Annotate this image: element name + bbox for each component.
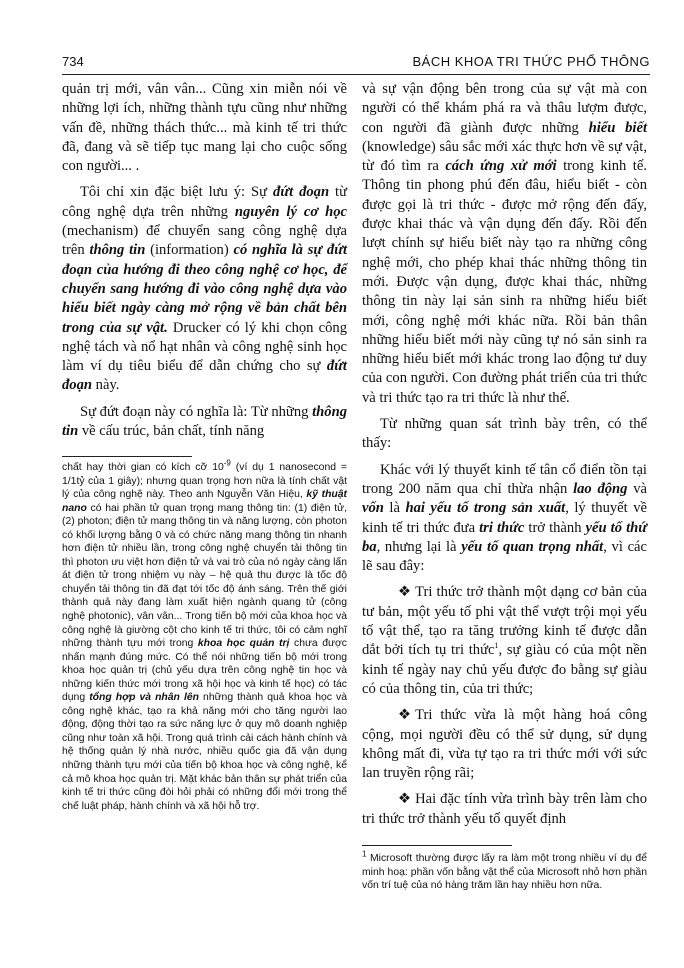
text: , vì các lẽ sau đây: — [362, 538, 647, 575]
bullet-item — [362, 706, 647, 783]
text: Sự đứt đoạn này có nghĩa là: Từ những — [80, 403, 313, 420]
paragraph: Từ những quan sát trình bày trên, có thể thấy: — [362, 416, 647, 452]
emphasis: tri thức — [479, 519, 525, 536]
text: Khác với lý thuyết kinh tế tân cổ điển tồn tại trong 200 năm qua chỉ thừa nhận — [362, 461, 647, 497]
text: là — [383, 500, 406, 517]
text: Tri thức trở thành một dạng cơ bản của tư bản, một yếu tố phi vật thể vượt trội mọi yếu tố vật thể, tạo ra tăng trưởng kinh tế được dẫn dắt bởi tích tụ tri thức — [362, 584, 647, 659]
bullet-icon: ❖ — [398, 707, 412, 724]
page-header — [62, 54, 650, 72]
text: trở thành — [524, 519, 586, 536]
footnote-rule — [362, 845, 512, 846]
text: , lý thuyết về kinh tế tri thức đưa — [362, 500, 647, 536]
text: Tôi chỉ xin đặc biệt lưu ý: Sự — [80, 184, 274, 201]
bullet-icon: ❖ — [398, 584, 412, 601]
emphasis: kỹ thuật nano — [62, 489, 347, 514]
emphasis: yếu tố thứ ba — [362, 519, 647, 555]
right-column — [362, 80, 647, 829]
paragraph — [62, 403, 347, 442]
footnote — [362, 849, 647, 893]
emphasis: lao động — [573, 480, 628, 497]
emphasis: thông tin — [89, 242, 146, 259]
emphasis: khoa học quản trị — [197, 638, 290, 650]
paragraph — [62, 183, 347, 395]
bullet-icon: ❖ — [398, 791, 412, 808]
text: , sự giàu có của một nền kinh tế ngày nay chủ yếu được đo bằng sự giàu có của thông tin, của tri thức; — [362, 642, 647, 697]
text: này. — [92, 377, 120, 394]
text: những thành quả khoa học và công nghệ khác, tạo ra khả năng mới cho tăng người lao động, động thời tạo ra sức năng lực ở quy mô doanh nghiệp cũng như toàn xã hội. Trong quá trình cải cách hành chính và hệ thống quản lý nhà nước, nhiều quốc gia đã vận dụng những thành tựu mới của tiến bộ khoa học và công nghệ, kể cả mô khoa học quản trị. Mặt khác bản thân sự phát triển của kinh tế tri thức cũng đòi hỏi phải có những đổi mới trong thể chế luật pháp, hành chính và xã hội hỗ trợ. — [62, 692, 347, 812]
superscript: -9 — [223, 458, 231, 468]
text: Microsoft thường được lấy ra làm một trong nhiều ví dụ để minh hoạ: phần vốn bằng vật thể của Microsoft nhỏ hơn phần vốn trí tuệ của nó hàng trăm lần hay nhiều hơn nữa. — [362, 853, 647, 892]
text: (mechanism) để chuyển sang công nghệ dựa trên — [62, 223, 347, 259]
left-column — [62, 80, 347, 441]
emphasis: nguyên lý cơ học — [234, 203, 348, 220]
page-number: 734 — [62, 54, 84, 69]
emphasis: cách ứng xử mới — [445, 158, 557, 175]
header-rule — [62, 74, 650, 75]
emphasis: đứt đoạn — [62, 358, 347, 394]
footnote-rule — [62, 456, 192, 457]
footnote-number: 1 — [362, 849, 367, 859]
emphasis: thông tin — [62, 403, 347, 440]
text: từ công nghệ dựa trên những — [62, 184, 347, 220]
text: (information) — [145, 242, 234, 259]
paragraph — [362, 461, 647, 577]
emphasis: có nghĩa là sự đứt đoạn của hướng đi theo công nghệ cơ học, để chuyển sang hướng đi vào công nghệ dựa vào hiểu biết ngày càng mở rộng về bản chất bên trong của sự vật. — [62, 242, 348, 336]
text: có hai phần tử quan trọng mang thông tin: (1) điện tử, (2) photon; điện tử mang thông tin và năng lượng, còn photon có khối lượng bằng 0 và có chức năng mang thông tin nhanh hơn điện tử nhiều lần, trong công nghệ chuyển tải thông tin thì photon ưu việt hơn điện tử và vai trò của nó ngày càng lấn át điện tử trong nhiệm vụ này – hệ quả thu được là tốc độ chuyển tải thông tin đã đạt tới tốc độ ánh sáng. Trên thế giới thành quả này đang làm xuất hiện ngành quang tử (công nghệ photonic), vân vân... Trong tiến bộ mới của khoa học và công nghệ là giường cột cho kinh tế tri thức, tôi có cảm nghĩ những thành tựu mới trong — [62, 502, 347, 650]
text: trong kinh tế. Thông tin phong phú đến đâu, hiểu biết - còn được gọi là tri thức - được mở rộng đến đấy, được khai thác và vận dụng đến đấy. Rồi đến lượt chính sự hiểu biết này tạo ra những công nghệ mới, cho phép khai thác những thông tin mới. Được vận dụng, được khai thác, những thông tin này lại sản sinh ra những hiểu biết mới, công nghệ mới khác nữa. Rồi bản thân những hiểu biết mới này cũng tự nó sản sinh ra những hiểu biết mới khác trong lao động tư duy của con người. Con đường phát triển của tri thức và tri thức tạo ra tri thức là như thế. — [362, 158, 647, 406]
running-title: BÁCH KHOA TRI THỨC PHỔ THÔNG — [412, 54, 650, 69]
bullet-item — [362, 790, 647, 829]
footnote-ref: 1 — [494, 641, 499, 651]
text: (ví dụ 1 nanosecond = 1/1tỷ của 1 giây); nhưng quan trọng hơn nữa là tính chất vật lý của công nghệ này. Theo anh Nguyễn Văn Hiệu, — [62, 462, 347, 501]
emphasis: hiểu biết — [588, 119, 647, 136]
text: Drucker có lý khi chọn công nghệ tách và nổ hạt nhân và công nghệ sinh học làm ví dụ tiêu biểu để dẫn chứng cho sự — [62, 319, 347, 375]
emphasis: tổng hợp và nhân lên — [89, 692, 199, 704]
text: và — [627, 480, 647, 497]
emphasis: vốn — [362, 500, 384, 517]
text: chất hay thời gian có kích cỡ 10 — [62, 462, 224, 473]
paragraph: quản trị mới, vân vân... Cũng xin miễn nói về những lợi ích, những thành tựu cũng như những vấn đề, những thách thức... mà kinh tế tri thức đã, đang và sẽ tiếp tục mang lại cho cuộc sống con người... . — [62, 81, 347, 175]
emphasis: hai yếu tố trong sản xuất — [405, 500, 566, 517]
emphasis: đứt đoạn — [273, 184, 330, 201]
text: chưa được nhấn mạnh đúng mức. Có thể nói những tiến bộ mới trong khoa học quản trị (chủ yếu dựa trên công nghệ tin học và những kiến thức mới trong xã hội học và kinh tế học) có tác dụng — [62, 638, 347, 704]
footnote-continued — [62, 458, 347, 813]
text: về cấu trúc, bản chất, tính năng — [78, 423, 265, 440]
emphasis: yếu tố quan trọng nhất — [461, 538, 604, 555]
text: (knowledge) sâu sắc mới xác thực hơn về sự vật, từ đó tìm ra — [362, 138, 647, 175]
text: Tri thức vừa là một hàng hoá công cộng, mọi người đều có thể sử dụng, sử dụng không mất đi, vừa tự tạo ra tri thức mới với sức lan truyền rộng rãi; — [362, 707, 647, 782]
paragraph — [362, 80, 647, 408]
text: , nhưng lại là — [376, 538, 462, 555]
text: và sự vận động bên trong của sự vật mà con người có thể khám phá ra và thâu lượm được, con người đã giành được những — [362, 81, 647, 136]
text: Hai đặc tính vừa trình bày trên làm cho tri thức trở thành yếu tố quyết định — [362, 791, 647, 827]
bullet-item — [362, 583, 647, 699]
